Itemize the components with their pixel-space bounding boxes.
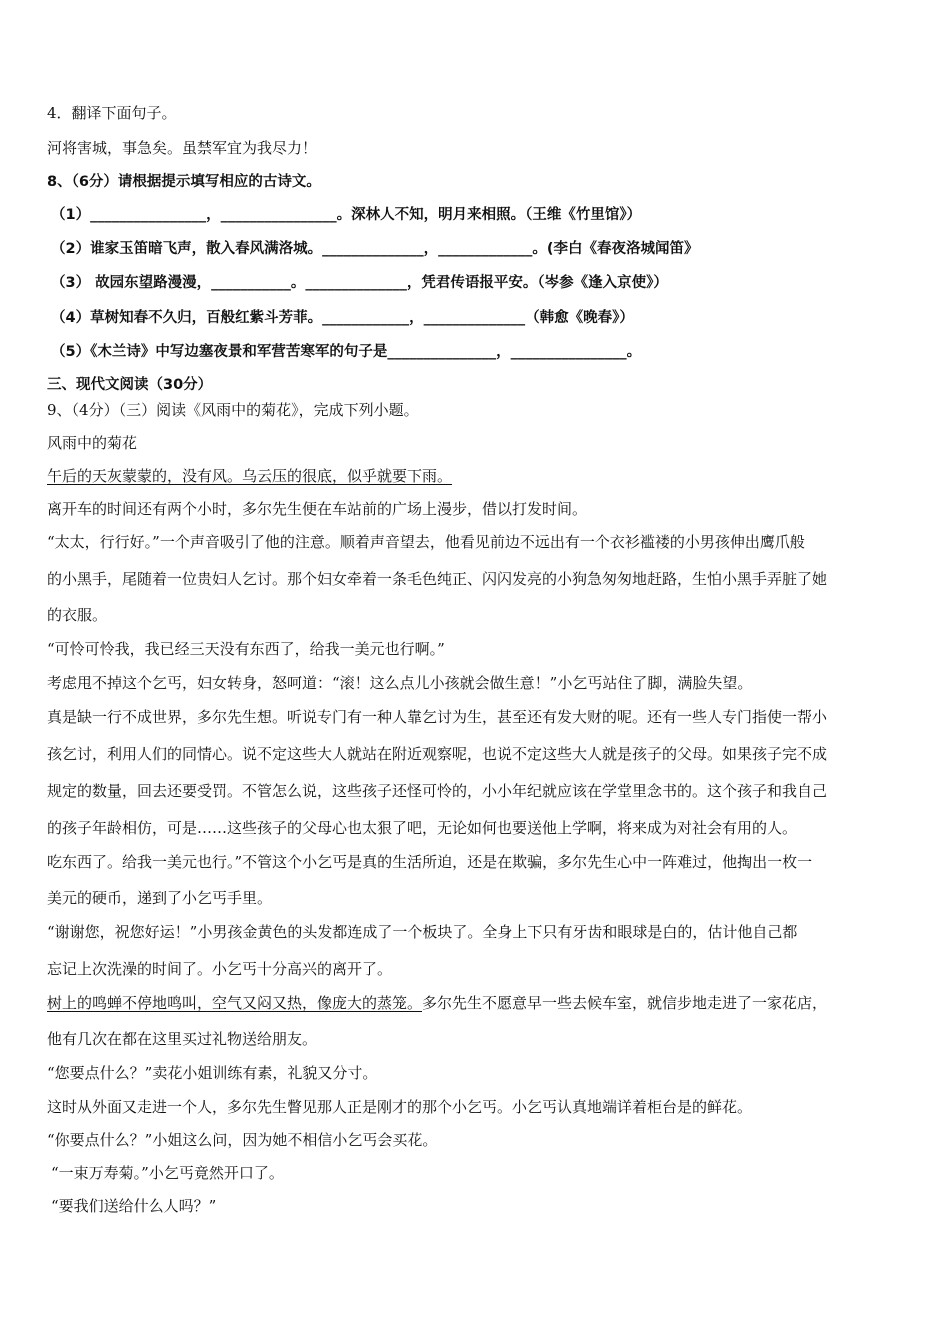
- passage-title: 风雨中的菊花: [47, 434, 138, 452]
- section-3-heading: 三、现代文阅读（30分）: [47, 377, 213, 393]
- passage-paragraph-12: “一束万寿菊。”小乞丐竟然开口了。: [51, 1164, 284, 1182]
- question-8-item-3: （3） 故园东望路漫漫，___________。______________，凭君传语报平安。（岑参《逢入京使》）: [51, 275, 668, 291]
- passage-paragraph-2-line-1: “太太，行行好。”一个声音吸引了他的注意。顺着声音望去，他看见前边不远出有一个衣衫褴褛的小男孩伸出鹰爪般: [47, 533, 805, 551]
- passage-paragraph-2-line-2: 的小黑手，尾随着一位贵妇人乞讨。那个妇女牵着一条毛色纯正、闪闪发亮的小狗急匆匆地赶路，生怕小黑手弄脏了她: [47, 570, 828, 588]
- question-9-heading: 9、（4分）（三）阅读《风雨中的菊花》，完成下列小题。: [47, 401, 419, 419]
- question-8-item-4: （4）草树知春不久归，百般红紫斗芳菲。____________，______________（韩愈《晚春》）: [51, 310, 634, 326]
- passage-paragraph-1: 离开车的时间还有两个小时，多尔先生便在车站前的广场上漫步，借以打发时间。: [47, 500, 588, 518]
- question-8-item-2: （2）谁家玉笛暗飞声，散入春风满洛城。______________，_____________。(李白《春夜洛城闻笛》: [51, 241, 699, 257]
- passage-paragraph-5-line-4: 的孩子年龄相仿，可是……这些孩子的父母心也太狠了吧，无论如何也要送他上学啊，将来成为对社会有用的人。: [47, 819, 798, 837]
- question-4-heading: 4．翻译下面句子。: [47, 104, 177, 122]
- passage-paragraph-9: “您要点什么？”卖花小姐训练有素，礼貌又分寸。: [47, 1064, 378, 1082]
- passage-paragraph-2-line-3: 的衣服。: [47, 606, 108, 624]
- passage-paragraph-6-line-1: 吃东西了。给我一美元也行。”不管这个小乞丐是真的生活所迫，还是在欺骗，多尔先生心中一阵难过，他掏出一枚一: [47, 853, 813, 871]
- passage-paragraph-11: “你要点什么？”小姐这么问，因为她不相信小乞丐会买花。: [47, 1131, 438, 1149]
- passage-paragraph-3: “可怜可怜我，我已经三天没有东西了，给我一美元也行啊。”: [47, 640, 445, 658]
- passage-paragraph-4: 考虑甩不掉这个乞丐，妇女转身，怒呵道：“滚！这么点儿小孩就会做生意！”小乞丐站住了脚，满脸失望。: [47, 674, 753, 692]
- passage-paragraph-8-line-1: [47, 993, 827, 1013]
- passage-paragraph-7-line-2: 忘记上次洗澡的时间了。小乞丐十分高兴的离开了。: [47, 960, 393, 978]
- question-8-item-5: （5）《木兰诗》中写边塞夜景和军营苦寒军的句子是_______________，________________。: [51, 344, 642, 360]
- passage-paragraph-5-line-1: 真是缺一行不成世界，多尔先生想。听说专门有一种人靠乞讨为生，甚至还有发大财的呢。还有一些人专门指使一帮小: [47, 708, 828, 726]
- question-8-heading: 8、（6分）请根据提示填写相应的古诗文。: [47, 174, 321, 190]
- passage-paragraph-8-line-2: 他有几次在都在这里买过礼物送给朋友。: [47, 1030, 318, 1048]
- passage-paragraph-5-line-2: 孩乞讨，利用人们的同情心。说不定这些大人就站在附近观察呢，也说不定这些大人就是孩子的父母。如果孩子完不成: [47, 745, 828, 763]
- passage-paragraph-7-line-1: “谢谢您，祝您好运！”小男孩金黄色的头发都连成了一个板块了。全身上下只有牙齿和眼球是白的，估计他自己都: [47, 923, 798, 941]
- passage-underlined-sentence-1: 午后的天灰蒙蒙的，没有风。乌云压的很底，似乎就要下雨。: [47, 467, 453, 485]
- passage-underlined-sentence-2: 树上的鸣蝉不停地鸣叫，空气又闷又热，像庞大的蒸笼。: [47, 994, 423, 1012]
- question-4-sentence: 河将害城，事急矣。虽禁军宜为我尽力！: [47, 139, 318, 157]
- question-8-item-1: （1）________________，________________。深林人不知，明月来相照。（王维《竹里馆》）: [51, 207, 642, 223]
- passage-paragraph-10: 这时从外面又走进一个人，多尔先生瞥见那人正是刚才的那个小乞丐。小乞丐认真地端详着柜台是的鲜花。: [47, 1098, 753, 1116]
- passage-paragraph-6-line-2: 美元的硬币，递到了小乞丐手里。: [47, 889, 273, 907]
- passage-paragraph-5-line-3: 规定的数量，回去还要受罚。不管怎么说，这些孩子还怪可怜的，小小年纪就应该在学堂里念书的。这个孩子和我自己: [47, 782, 828, 800]
- passage-paragraph-13: “要我们送给什么人吗？”: [51, 1197, 217, 1215]
- passage-paragraph-8-rest: 多尔先生不愿意早一些去候车室，就信步地走进了一家花店，: [422, 994, 828, 1012]
